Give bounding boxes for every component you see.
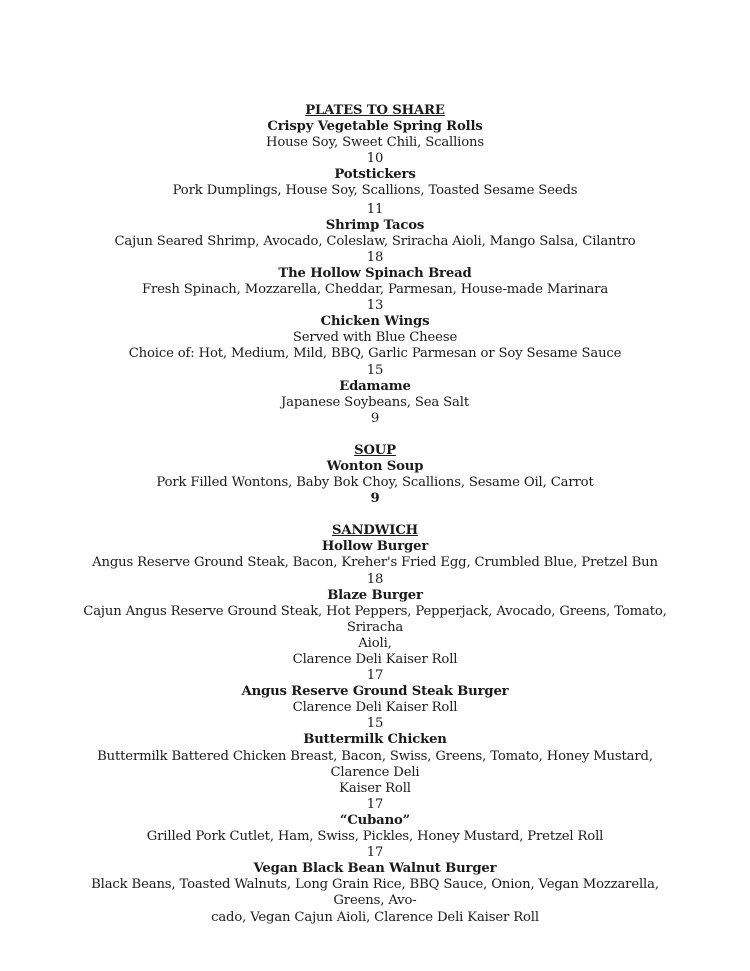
- menu-item: [80, 266, 670, 314]
- item-price: 10: [366, 151, 384, 167]
- section-spacer: [80, 427, 670, 443]
- menu-item: [80, 314, 670, 378]
- item-description: Grilled Pork Cutlet, Ham, Swiss, Pickles, Honey Mustard, Pretzel Roll: [146, 829, 604, 845]
- item-name: Potstickers: [334, 167, 416, 183]
- item-price: 17: [366, 845, 384, 861]
- menu-item: [80, 218, 670, 266]
- item-description: Buttermilk Battered Chicken Breast, Bacon, Swiss, Greens, Tomato, Honey Mustard, Clarence Deli: [97, 748, 653, 780]
- item-name: Edamame: [339, 378, 411, 394]
- item-price: 9: [370, 410, 380, 426]
- section-soup: [80, 443, 670, 507]
- section-sandwich: [80, 523, 670, 925]
- item-price: 9: [370, 491, 380, 507]
- menu-item: [80, 539, 670, 587]
- item-price: 15: [366, 362, 384, 378]
- item-price: 18: [366, 249, 384, 265]
- item-price: 17: [366, 668, 384, 684]
- item-name: Shrimp Tacos: [325, 217, 425, 233]
- item-name: The Hollow Spinach Bread: [278, 265, 472, 281]
- item-description: Cajun Seared Shrimp, Avocado, Coleslaw, Sriracha Aioli, Mango Salsa, Cilantro: [114, 233, 636, 249]
- menu-item: [80, 167, 670, 217]
- item-description: Served with Blue Cheese: [292, 330, 458, 346]
- item-description: Fresh Spinach, Mozzarella, Cheddar, Parmesan, House-made Marinara: [141, 282, 609, 298]
- item-price: 17: [366, 796, 384, 812]
- menu-item: [80, 379, 670, 427]
- section-spacer: [80, 507, 670, 523]
- item-description: Choice of: Hot, Medium, Mild, BBQ, Garlic Parmesan or Soy Sesame Sauce: [128, 346, 622, 362]
- item-description: Pork Filled Wontons, Baby Bok Choy, Scallions, Sesame Oil, Carrot: [156, 475, 594, 491]
- item-description: Cajun Angus Reserve Ground Steak, Hot Peppers, Pepperjack, Avocado, Greens, Tomato, Sriracha: [83, 603, 667, 635]
- item-price: 15: [366, 716, 384, 732]
- section-title: SANDWICH: [332, 523, 418, 539]
- section-title: SOUP: [354, 442, 396, 458]
- item-name: Wonton Soup: [326, 458, 424, 474]
- section-plates-to-share: [80, 103, 670, 427]
- menu-item: [80, 588, 670, 685]
- item-description: cado, Vegan Cajun Aioli, Clarence Deli Kaiser Roll: [211, 909, 539, 925]
- item-description: Kaiser Roll: [339, 780, 411, 796]
- item-description: Japanese Soybeans, Sea Salt: [281, 394, 469, 410]
- item-name: Angus Reserve Ground Steak Burger: [241, 684, 509, 700]
- item-description: House Soy, Sweet Chili, Scallions: [266, 135, 484, 151]
- item-price: 11: [366, 201, 384, 217]
- menu-page: [80, 103, 670, 926]
- item-price: 18: [366, 571, 384, 587]
- item-name: “Cubano”: [339, 812, 411, 828]
- menu-item: [80, 861, 670, 925]
- item-price: 13: [366, 298, 384, 314]
- item-name: Blaze Burger: [327, 587, 423, 603]
- item-name: Chicken Wings: [320, 314, 430, 330]
- menu-item: [80, 459, 670, 507]
- item-name: Buttermilk Chicken: [303, 732, 447, 748]
- item-name: Hollow Burger: [321, 539, 429, 555]
- item-name: Crispy Vegetable Spring Rolls: [267, 119, 483, 135]
- section-title: PLATES TO SHARE: [305, 103, 445, 118]
- item-description: Clarence Deli Kaiser Roll: [292, 652, 458, 667]
- item-name: Vegan Black Bean Walnut Burger: [253, 861, 497, 877]
- menu-item: [80, 119, 670, 167]
- item-description: Pork Dumplings, House Soy, Scallions, Toasted Sesame Seeds: [172, 183, 578, 199]
- menu-item: [80, 732, 670, 812]
- item-description: Clarence Deli Kaiser Roll: [292, 700, 458, 716]
- item-description: Angus Reserve Ground Steak, Bacon, Kreher's Fried Egg, Crumbled Blue, Pretzel Bun: [92, 555, 658, 571]
- item-description: Black Beans, Toasted Walnuts, Long Grain Rice, BBQ Sauce, Onion, Vegan Mozzarella, Greens, Avo-: [91, 877, 659, 909]
- menu-item: [80, 813, 670, 861]
- item-description: Aioli,: [358, 635, 392, 651]
- menu-item: [80, 684, 670, 732]
